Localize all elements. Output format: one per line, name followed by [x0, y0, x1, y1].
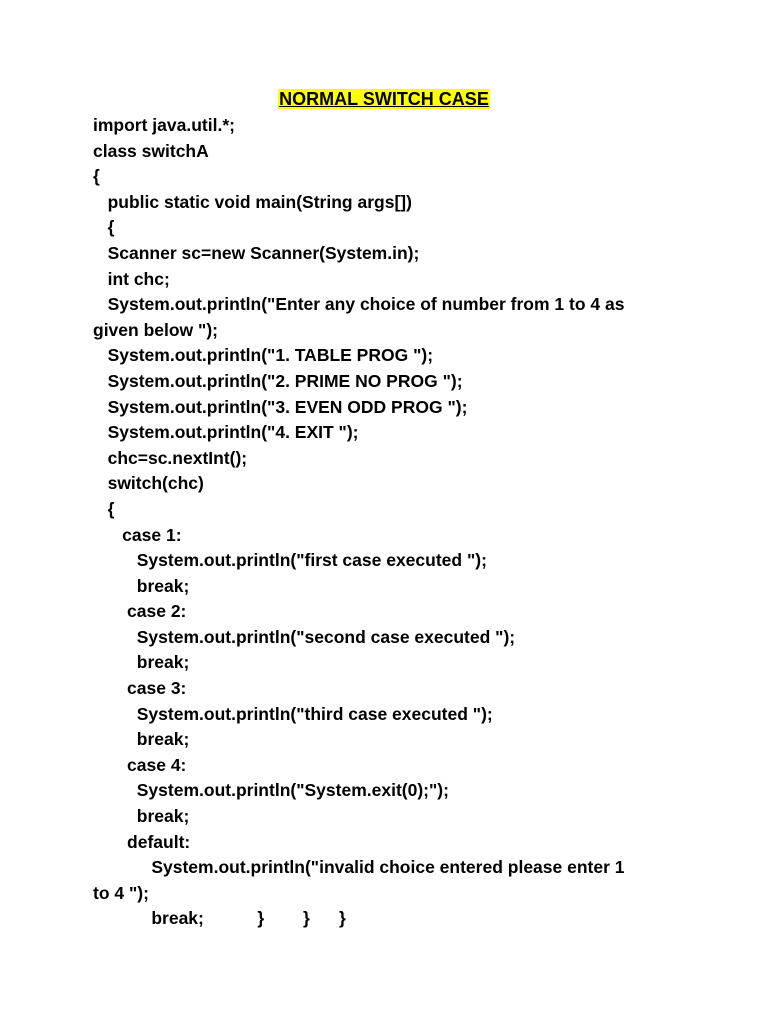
- code-line: switch(chc): [93, 473, 204, 494]
- code-line: chc=sc.nextInt();: [93, 447, 248, 468]
- code-line: System.out.println("System.exit(0);");: [93, 780, 449, 801]
- code-line: Scanner sc=new Scanner(System.in);: [93, 242, 420, 263]
- code-line: default:: [93, 831, 191, 852]
- code-line: to 4 ");: [93, 882, 149, 903]
- code-line: System.out.println("second case executed ");: [93, 626, 516, 647]
- document-title: [0, 87, 768, 111]
- code-line: System.out.println("2. PRIME NO PROG ");: [93, 370, 463, 391]
- code-line: break; } } }: [93, 908, 346, 929]
- code-line: System.out.println("3. EVEN ODD PROG ");: [93, 396, 468, 417]
- code-line: System.out.println("first case executed ");: [93, 550, 487, 571]
- code-line: class switchA: [93, 140, 209, 161]
- code-line: break;: [93, 806, 190, 827]
- code-line: {: [93, 166, 100, 187]
- code-line: {: [93, 217, 115, 238]
- code-line: case 4:: [93, 754, 187, 775]
- code-line: System.out.println("Enter any choice of number from 1 to 4 as: [93, 294, 625, 315]
- code-line: break;: [93, 575, 190, 596]
- code-line: public static void main(String args[]): [93, 191, 412, 212]
- code-line: System.out.println("invalid choice entered please enter 1: [93, 857, 625, 878]
- title-text: NORMAL SWITCH CASE: [279, 89, 489, 109]
- code-line: {: [93, 498, 115, 519]
- code-line: int chc;: [93, 268, 170, 289]
- code-line: import java.util.*;: [93, 115, 235, 135]
- code-line: System.out.println("1. TABLE PROG ");: [93, 345, 434, 366]
- code-line: case 1:: [93, 524, 182, 545]
- code-line: System.out.println("third case executed ");: [93, 703, 493, 724]
- code-line: System.out.println("4. EXIT ");: [93, 422, 359, 443]
- code-line: case 3:: [93, 678, 187, 699]
- code-line: break;: [93, 729, 190, 750]
- code-line: case 2:: [93, 601, 187, 622]
- code-listing: [93, 113, 713, 932]
- code-line: break;: [93, 652, 190, 673]
- code-line: given below ");: [93, 319, 218, 340]
